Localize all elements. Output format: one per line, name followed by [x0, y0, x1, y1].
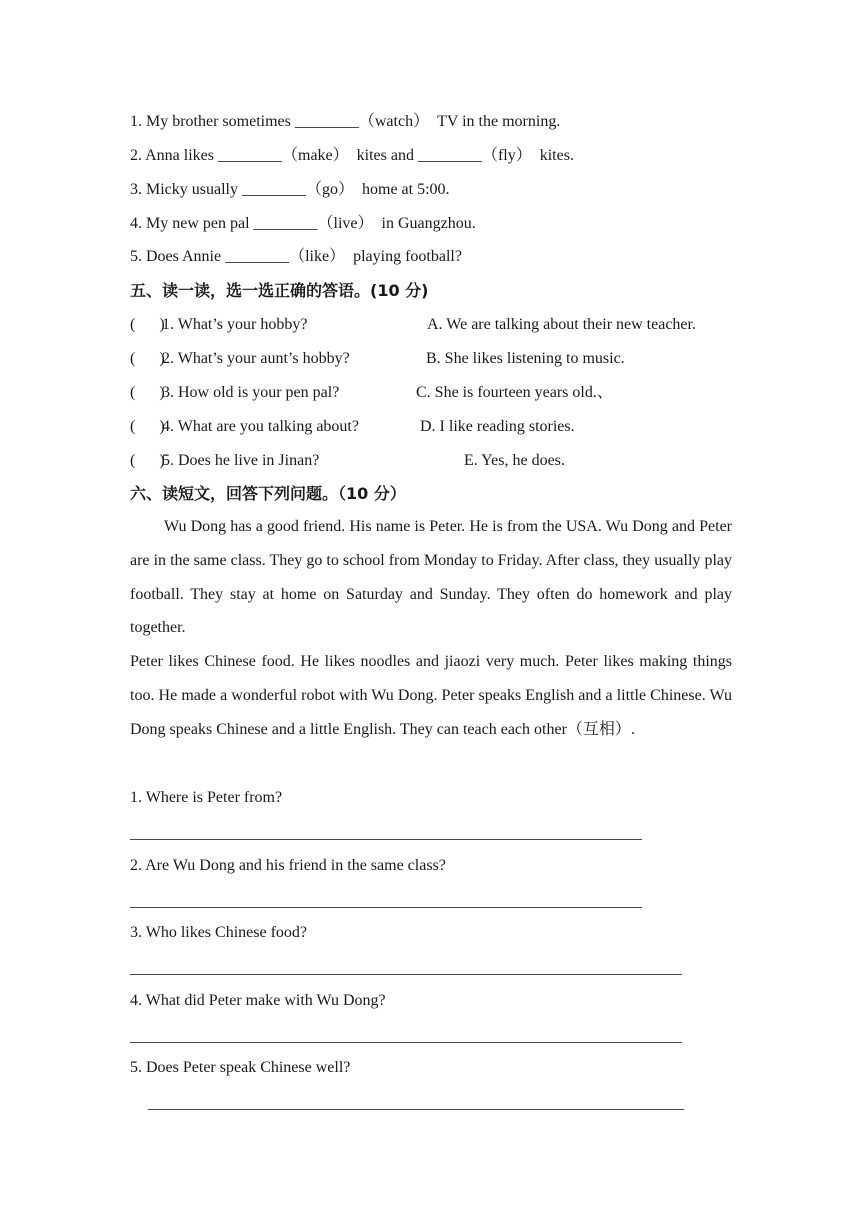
answer-bracket: ( )	[130, 418, 165, 435]
fill-in-item-3: 3. Micky usually ________（go） home at 5:00.	[130, 181, 450, 198]
comprehension-question-1: 1. Where is Peter from?	[130, 789, 283, 806]
answer-bracket: ( )	[130, 316, 165, 333]
match-question: 3. How old is your pen pal?	[162, 384, 340, 401]
answer-blank-3[interactable]: _____________________________________________________________________	[130, 960, 682, 977]
reading-passage-paragraph-2: Peter likes Chinese food. He likes noodles and jiaozi very much. Peter likes making things too. He made a wonderful robot with Wu Dong. Peter speaks English and a little Chinese. Wu Dong speaks Chinese and a little English. They can teach each other（互相）.	[130, 653, 732, 738]
match-option: D. I like reading stories.	[420, 418, 575, 435]
section5-heading: 五、读一读，选一选正确的答语。(10 分)	[130, 281, 429, 300]
fill-in-item-1: 1. My brother sometimes ________（watch） TV in the morning.	[130, 113, 561, 130]
fill-in-item-5: 5. Does Annie ________（like） playing football?	[130, 248, 462, 265]
answer-bracket: ( )	[130, 350, 165, 367]
answer-bracket: ( )	[130, 384, 165, 401]
answer-blank-2[interactable]: ________________________________________________________________	[130, 893, 642, 910]
fill-in-item-4: 4. My new pen pal ________（live） in Guangzhou.	[130, 215, 476, 232]
match-option: A. We are talking about their new teacher.	[427, 316, 696, 333]
answer-blank-1[interactable]: ________________________________________________________________	[130, 825, 642, 842]
comprehension-question-2: 2. Are Wu Dong and his friend in the same class?	[130, 857, 446, 874]
match-question: 2. What’s your aunt’s hobby?	[162, 350, 350, 367]
answer-blank-5[interactable]: ___________________________________________________________________	[148, 1095, 684, 1112]
section6-heading: 六、读短文，回答下列问题。（10 分）	[130, 484, 406, 503]
match-question: 5. Does he live in Jinan?	[162, 452, 320, 469]
match-question: 1. What’s your hobby?	[162, 316, 308, 333]
match-question: 4. What are you talking about?	[162, 418, 359, 435]
reading-passage-paragraph-1: Wu Dong has a good friend. His name is Peter. He is from the USA. Wu Dong and Peter are in the same class. They go to school from Monday to Friday. After class, they usually play football. They stay at home on Saturday and Sunday. They often do homework and play together.	[130, 518, 732, 637]
fill-in-item-2: 2. Anna likes ________（make） kites and ________（fly） kites.	[130, 147, 574, 164]
comprehension-question-4: 4. What did Peter make with Wu Dong?	[130, 992, 386, 1009]
match-option: C. She is fourteen years old.、	[416, 384, 613, 401]
match-option: B. She likes listening to music.	[426, 350, 625, 367]
comprehension-question-5: 5. Does Peter speak Chinese well?	[130, 1059, 351, 1076]
answer-bracket: ( )	[130, 452, 165, 469]
answer-blank-4[interactable]: _____________________________________________________________________	[130, 1028, 682, 1045]
comprehension-question-3: 3. Who likes Chinese food?	[130, 924, 308, 941]
match-option: E. Yes, he does.	[464, 452, 565, 469]
